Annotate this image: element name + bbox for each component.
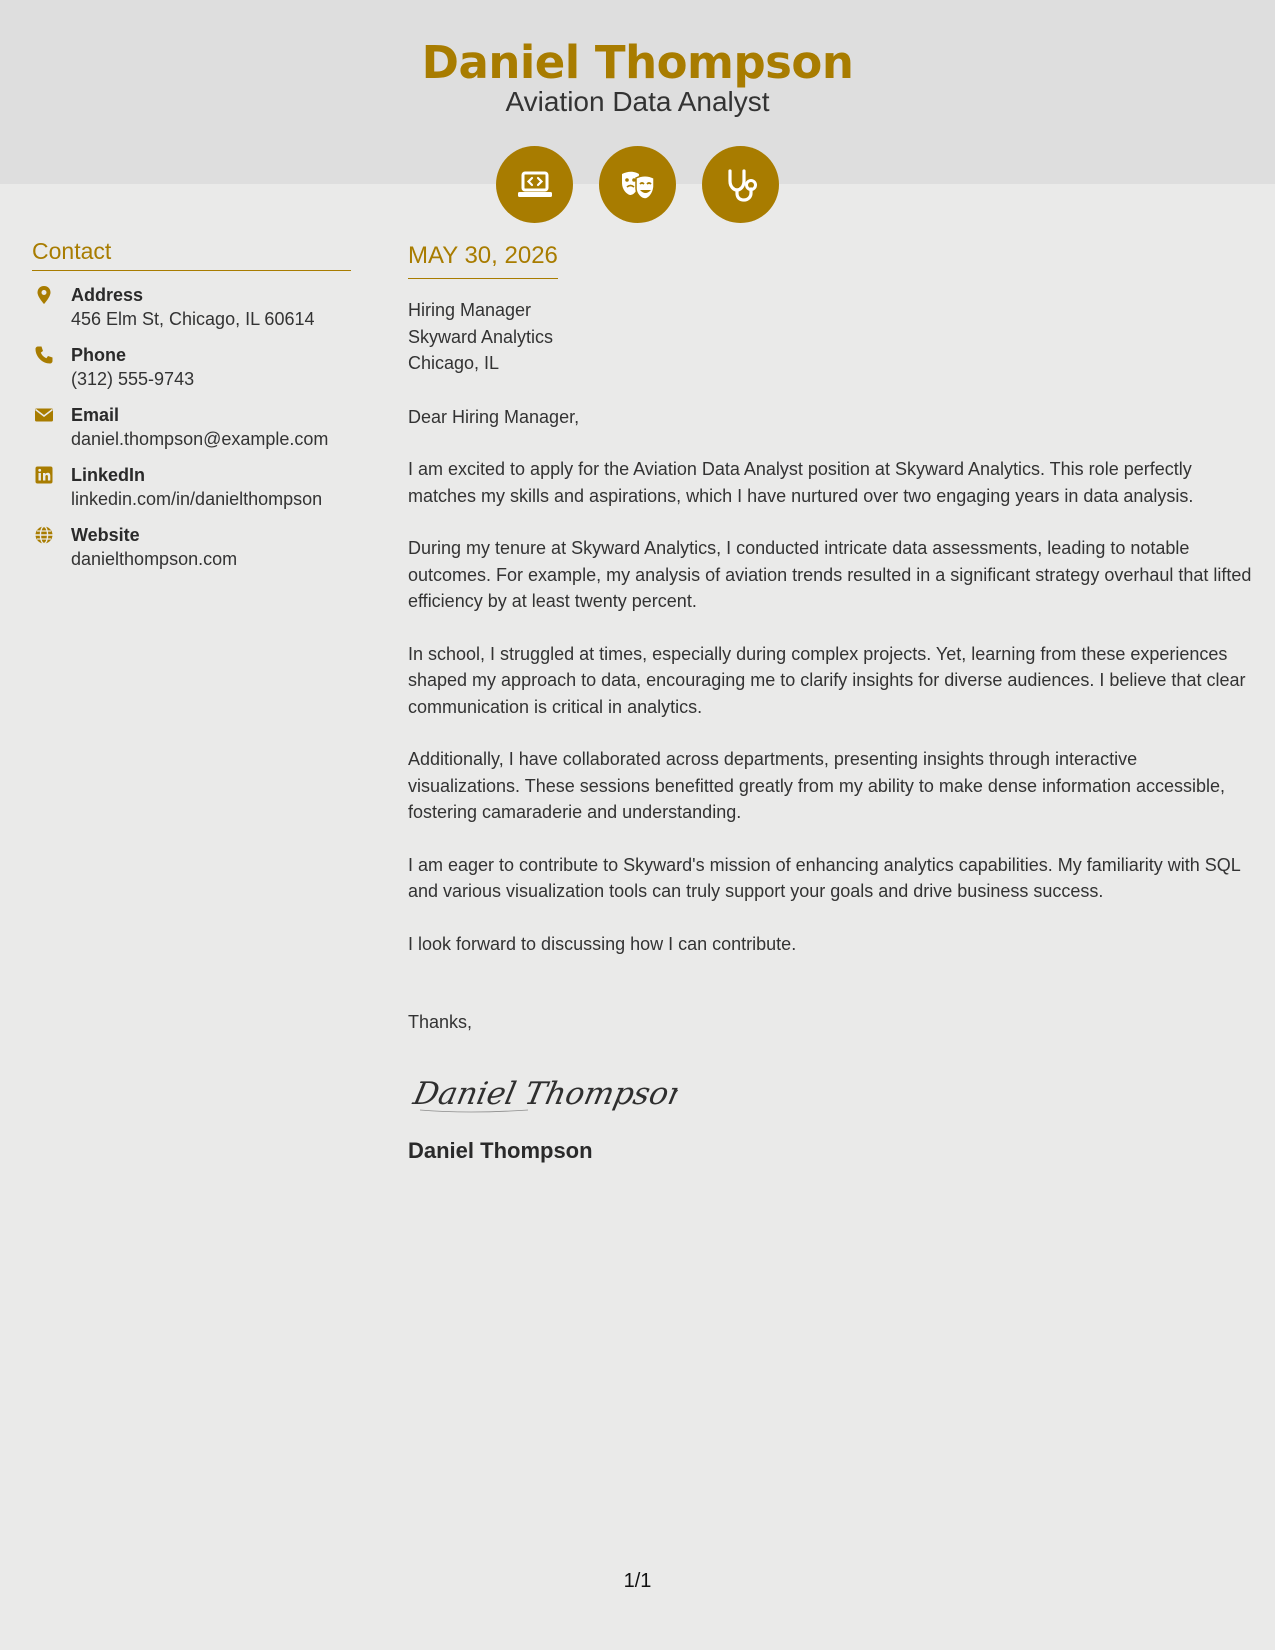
contact-label: Address	[71, 285, 144, 305]
contact-email	[32, 403, 351, 451]
contact-value: linkedin.com/in/danielthompson	[71, 489, 323, 509]
contact-phone	[32, 343, 351, 391]
applicant-name: Daniel Thompson	[421, 36, 854, 89]
contact-label: Email	[71, 405, 120, 425]
greeting: Dear Hiring Manager,	[408, 406, 580, 427]
recipient-line: Skyward Analytics	[408, 326, 554, 347]
contact-value: daniel.thompson@example.com	[71, 429, 329, 449]
signed-name: Daniel Thompson	[408, 1137, 593, 1163]
signature-text: Daniel Thompson	[410, 1075, 678, 1112]
letter-body	[408, 240, 1253, 1164]
contact-value: (312) 555-9743	[71, 369, 195, 389]
letter-date: MAY 30, 2026	[408, 240, 558, 279]
signature-image	[408, 1066, 678, 1118]
laptop-code-icon	[496, 146, 573, 223]
contact-value: 456 Elm St, Chicago, IL 60614	[71, 309, 315, 329]
signature	[408, 1066, 1253, 1118]
contact-linkedin	[32, 463, 351, 511]
contact-sidebar	[32, 238, 351, 571]
contact-label: Phone	[71, 345, 127, 365]
contact-value: danielthompson.com	[71, 549, 238, 569]
contact-address	[32, 283, 351, 331]
envelope-icon	[34, 405, 54, 425]
closing: Thanks,	[408, 1012, 473, 1032]
paragraph: I am eager to contribute to Skyward's mission of enhancing analytics capabilities. My familiarity with SQL and various visualization tools can truly support your goals and drive business success.	[408, 854, 1241, 901]
paragraph: In school, I struggled at times, especially during complex projects. Yet, learning from these experiences shaped my approach to data, encouraging me to clarify insights for diverse audiences. I believe that clear communication is critical in analytics.	[408, 643, 1246, 717]
contact-label: Website	[71, 525, 140, 545]
contact-website	[32, 523, 351, 571]
paragraph: I look forward to discussing how I can contribute.	[408, 933, 797, 954]
theater-masks-icon	[599, 146, 676, 223]
contact-heading: Contact	[32, 238, 351, 271]
globe-icon	[34, 525, 54, 545]
map-pin-icon	[34, 285, 54, 305]
job-title: Aviation Data Analyst	[505, 86, 770, 117]
phone-icon	[34, 345, 54, 365]
paragraph: Additionally, I have collaborated across departments, presenting insights through interactive visualizations. These sessions benefitted greatly from my ability to make dense information accessible, fostering camaraderie and understanding.	[408, 749, 1226, 822]
contact-label: LinkedIn	[71, 465, 146, 485]
header-icons	[496, 146, 779, 223]
recipient-line: Hiring Manager	[408, 300, 532, 320]
page-number: 1/1	[623, 1570, 652, 1592]
paragraph: I am excited to apply for the Aviation Data Analyst position at Skyward Analytics. This role perfectly matches my skills and aspirations, which I have nurtured over two engaging years in data analysis.	[408, 459, 1194, 506]
paragraph: During my tenure at Skyward Analytics, I conducted intricate data assessments, leading to notable outcomes. For example, my analysis of aviation trends resulted in a significant strategy overhaul that lifted efficiency by at least twenty percent.	[408, 538, 1252, 611]
stethoscope-icon	[702, 146, 779, 223]
recipient-block	[408, 297, 1253, 377]
linkedin-icon	[34, 465, 54, 485]
recipient-line: Chicago, IL	[408, 353, 500, 373]
